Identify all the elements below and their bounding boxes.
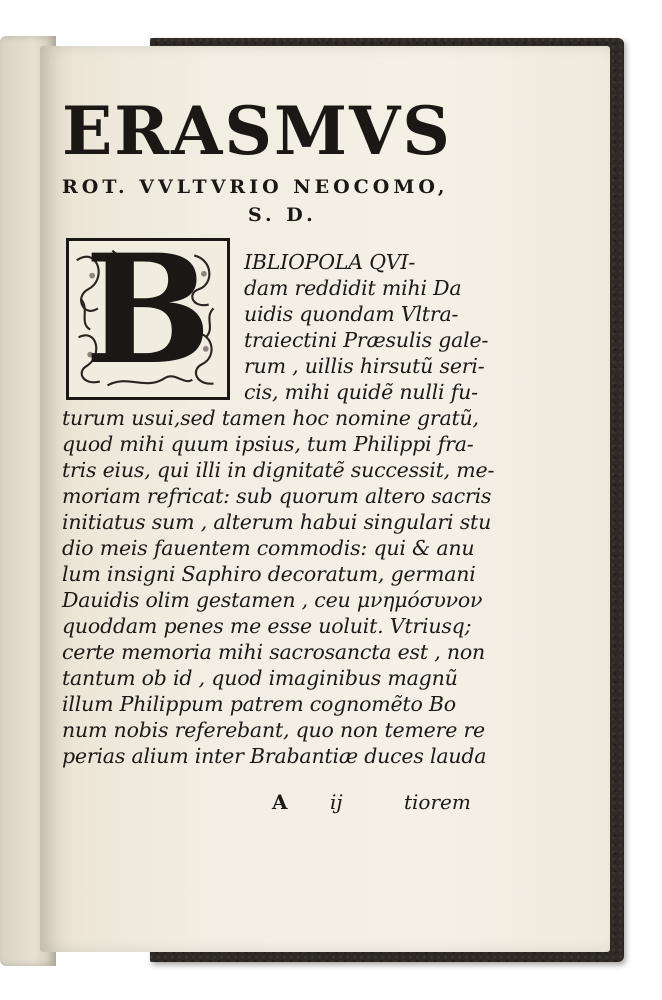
text-line: certe memoria mihi sacrosancta est , non — [62, 640, 485, 664]
text-line: traiectini Præsulis gale- — [244, 328, 489, 352]
text-line: initiatus sum , alterum habui singulari stu — [62, 510, 492, 534]
text-line: dio meis fauentem commodis: qui & anu — [62, 536, 475, 560]
text-line: dam reddidit mihi Da — [244, 276, 462, 300]
page-subheading: ROT. VVLTVRIO NEOCOMO, — [62, 176, 449, 198]
text-line: num nobis referebant, quo non temere re — [62, 718, 485, 742]
salutation: S. D. — [248, 204, 317, 226]
text-line: IBLIOPOLA QVI- — [244, 250, 416, 274]
text-line: turum usui,sed tamen hoc nomine gratũ, — [62, 406, 479, 430]
text-line: uidis quondam Vltra- — [244, 302, 459, 326]
text-line: tris eius, qui illi in dignitatẽ successit, me- — [62, 458, 495, 482]
text-line: quod mihi quum ipsius, tum Philippi fra- — [62, 432, 474, 456]
text-line: quoddam penes me esse uoluit. Vtriusq; — [62, 614, 472, 638]
text-line: moriam refricat: sub quorum altero sacris — [62, 484, 492, 508]
text-line: perias alium inter Brabantiæ duces lauda — [62, 744, 487, 768]
text-line: lum insigni Saphiro decoratum, germani — [62, 562, 476, 586]
initial-letter: B — [84, 222, 212, 398]
text-line: Dauidis olim gestamen , ceu μνημόσυνον — [62, 588, 483, 612]
signature-mark: A — [272, 790, 288, 814]
decorated-initial — [66, 222, 230, 400]
text-line: tantum ob id , quod imaginibus magnũ — [62, 666, 458, 690]
text-line: cis, mihi quidẽ nulli fu- — [244, 380, 478, 404]
text-line: illum Philippum patrem cognomẽto Bo — [62, 692, 456, 716]
page-heading: ERASMVS — [62, 92, 452, 170]
catchword: tiorem — [404, 790, 471, 814]
text-line: rum , uillis hirsutũ seri- — [244, 354, 485, 378]
signature-number: ij — [330, 790, 343, 814]
